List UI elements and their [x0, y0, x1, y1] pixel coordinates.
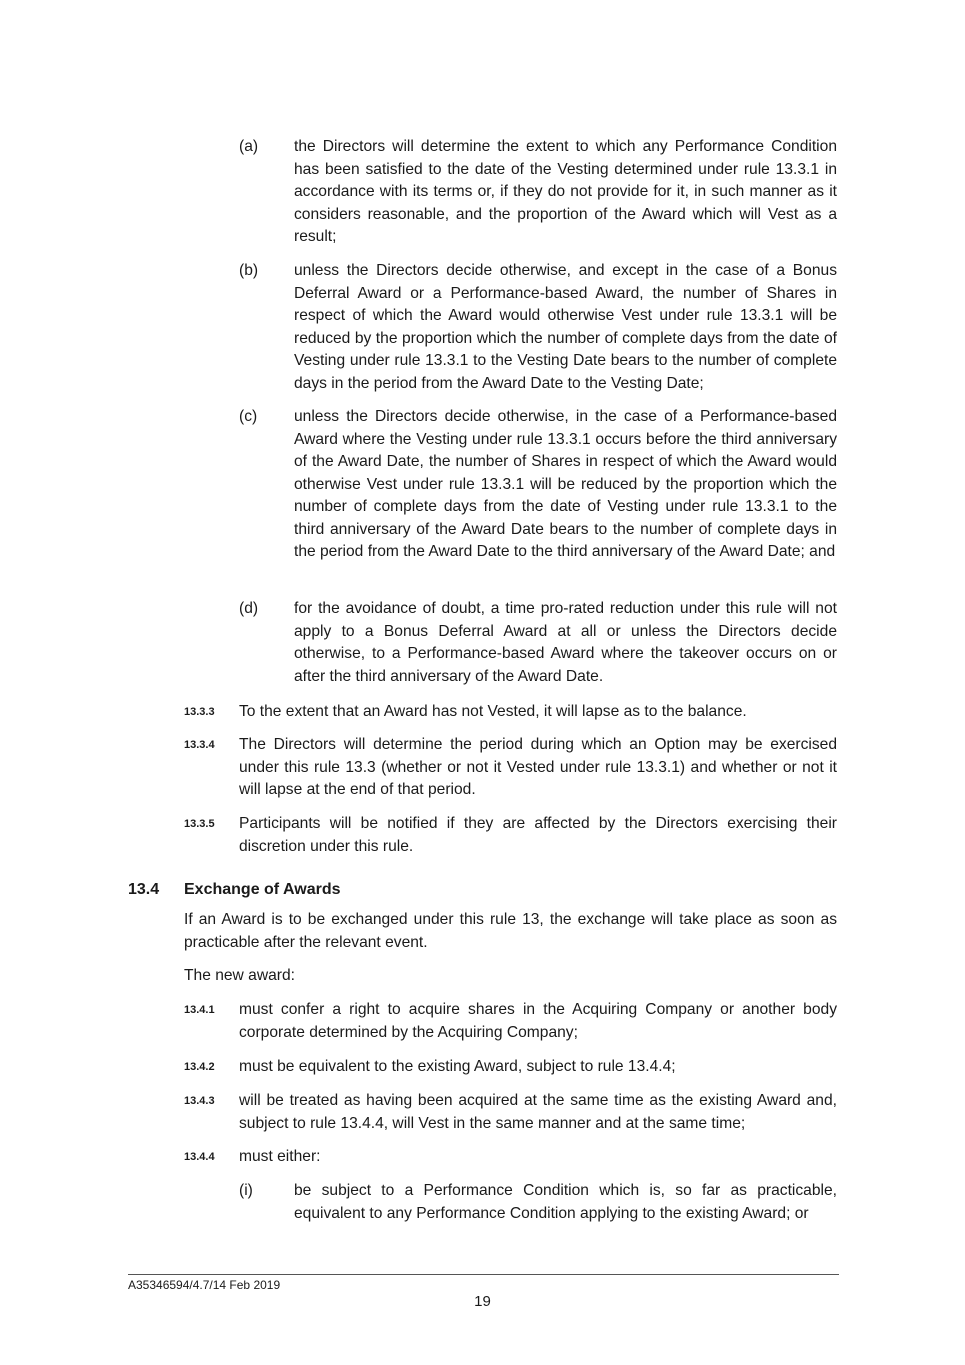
- clause-number: 13.4.4: [184, 1151, 215, 1163]
- item-text: unless the Directors decide otherwise, and except in the case of a Bonus Deferral Award or a Performance-based Award, the number of Shares in respect of which the Award would otherwise Vest under rule 13.3.1 will be reduced by the proportion which the number of complete days from the date of Vesting under rule 13.3.1 to the Vesting Date bears to the number of complete days in the period from the Award Date to the Vesting Date;: [294, 262, 837, 392]
- clause-text: will be treated as having been acquired at the same time as the existing Award and, subject to rule 13.4.4, will Vest in the same manner and at the same time;: [239, 1092, 837, 1132]
- clause-number: 13.3.3: [184, 706, 215, 718]
- item-label: (a): [239, 138, 259, 155]
- clause-number: 13.3.5: [184, 818, 215, 830]
- clause-number: 13.4.3: [184, 1095, 215, 1107]
- list-item: [0, 598, 965, 693]
- clause-number: 13.3.4: [184, 739, 215, 751]
- item-label: (i): [239, 1182, 253, 1199]
- item-text: be subject to a Performance Condition which is, so far as practicable, equivalent to any Performance Condition applying to the existing Award; or: [294, 1182, 837, 1222]
- clause-number: 13.4.2: [184, 1061, 215, 1073]
- item-label: (d): [239, 600, 259, 617]
- list-item: [0, 260, 965, 400]
- list-item: [0, 1180, 965, 1228]
- section-number: 13.4: [128, 881, 160, 898]
- rule-clause: [0, 701, 965, 726]
- clause-text: Participants will be notified if they are affected by the Directors exercising their discretion under this rule.: [239, 815, 837, 855]
- document-reference: A35346594/4.7/14 Feb 2019: [128, 1278, 281, 1292]
- item-text: the Directors will determine the extent to which any Performance Condition has been satisfied to the date of the Vesting determined under rule 13.3.1 in accordance with its terms or, if they do not provide for it, in such manner as it considers reasonable, and the proportion of the Award which will Vest as a result;: [294, 138, 837, 245]
- page-number: 19: [474, 1293, 491, 1310]
- item-text: unless the Directors decide otherwise, in the case of a Performance-based Award where the Vesting under rule 13.3.1 occurs before the third anniversary of the Award Date, the number of Shares in respect of which the Award would otherwise Vest under rule 13.3.1 will be reduced by the proportion which the number of complete days from the date of Vesting under rule 13.3.1 to the third anniversary of the Award Date bears to the number of complete days in the period from the Award Date to the third anniversary of the Award Date; and: [294, 408, 837, 560]
- item-label: (b): [239, 262, 259, 279]
- list-item: [0, 406, 965, 591]
- section-title: Exchange of Awards: [184, 881, 341, 898]
- clause-text: must be equivalent to the existing Award, subject to rule 13.4.4;: [239, 1058, 676, 1075]
- section-intro: If an Award is to be exchanged under this rule 13, the exchange will take place as soon as practicable after the relevant event.: [184, 911, 837, 951]
- section-lead: The new award:: [184, 967, 295, 984]
- list-item: [0, 136, 965, 251]
- item-text: for the avoidance of doubt, a time pro-rated reduction under this rule will not apply to a Bonus Deferral Award at all or unless the Directors decide otherwise, to a Performance-based Award where the takeover occurs on or after the third anniversary of the Award Date.: [294, 600, 837, 685]
- rule-clause: [0, 1146, 965, 1171]
- clause-text: must confer a right to acquire shares in the Acquiring Company or another body corporate determined by the Acquiring Company;: [239, 1001, 837, 1041]
- item-label: (c): [239, 408, 258, 425]
- rule-clause: [0, 999, 965, 1047]
- rule-clause: [0, 734, 965, 804]
- clause-number: 13.4.1: [184, 1004, 215, 1016]
- rule-clause: [0, 1056, 965, 1081]
- rule-clause: [0, 813, 965, 861]
- clause-text: To the extent that an Award has not Vested, it will lapse as to the balance.: [239, 703, 747, 720]
- footer-divider: [128, 1274, 839, 1275]
- clause-text: must either:: [239, 1148, 321, 1165]
- clause-text: The Directors will determine the period during which an Option may be exercised under this rule 13.3 (whether or not it Vested under rule 13.3.1) and whether or not it will lapse at the end of that period.: [239, 736, 837, 798]
- rule-clause: [0, 1090, 965, 1138]
